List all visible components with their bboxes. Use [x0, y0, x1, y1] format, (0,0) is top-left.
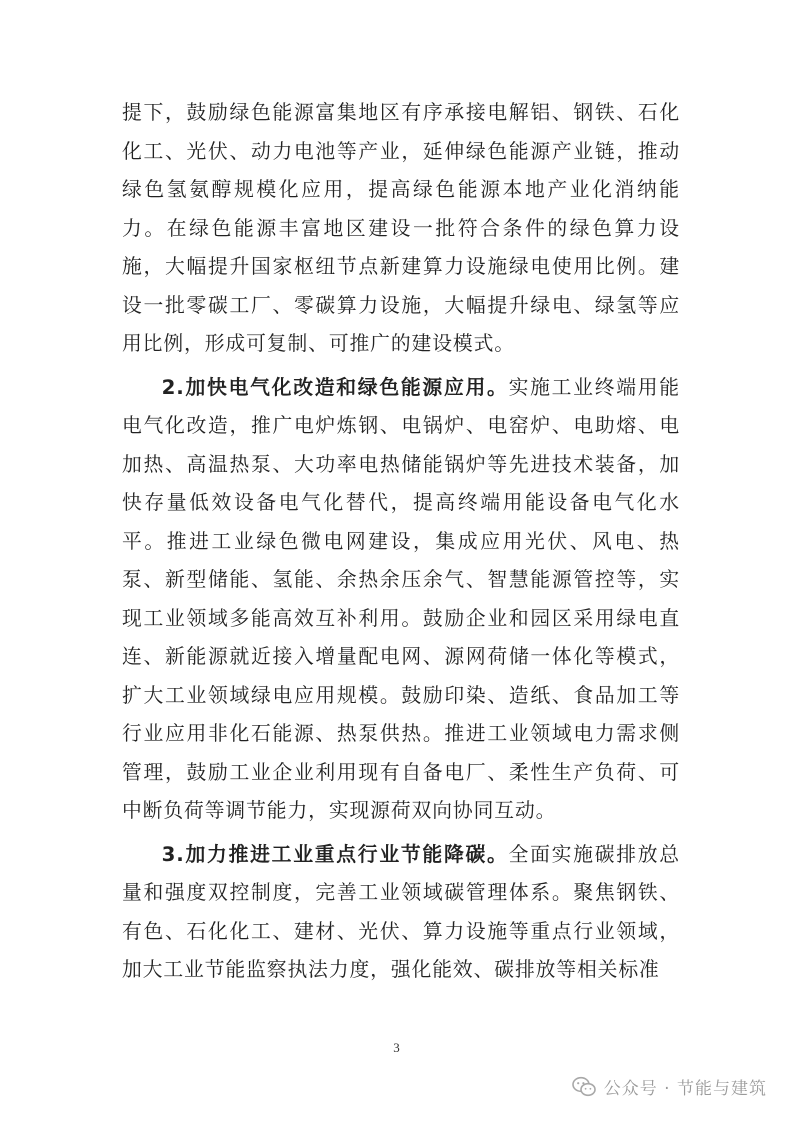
paragraph-3-heading: 3.加力推进工业重点行业节能降碳。 [161, 842, 509, 866]
document-body [122, 94, 680, 990]
paragraph-3 [122, 836, 680, 990]
paragraph-3-text: 全面实施碳排放总量和强度双控制度，完善工业领域碳管理体系。聚焦钢铁、有色、石化化工、建材、光伏、算力设施等重点行业领域，加大工业节能监察执法力度，强化能效、碳排放等相关标准 [122, 842, 680, 981]
watermark-text: 公众号 · 节能与建筑 [603, 1079, 767, 1099]
paragraph-2-text: 实施工业终端用能电气化改造，推广电炉炼钢、电锅炉、电窑炉、电助熔、电加热、高温热泵、大功率电热储能锅炉等先进技术装备，加快存量低效设备电气化替代，提高终端用能设备电气化水平。推进工业绿色微电网建设，集成应用光伏、风电、热泵、新型储能、氢能、余热余压余气、智慧能源管控等，实现工业领域多能高效互补利用。鼓励企业和园区采用绿电直连、新能源就近接入增量配电网、源网荷储一体化等模式，扩大工业领域绿电应用规模。鼓励印染、造纸、食品加工等行业应用非化石能源、热泵供热。推进工业领域电力需求侧管理，鼓励工业企业利用现有自备电厂、柔性生产负荷、可中断负荷等调节能力，实现源荷双向协同互动。 [122, 375, 680, 822]
wechat-icon [572, 1076, 596, 1098]
paragraph-2 [122, 369, 680, 831]
page-number: 3 [393, 1040, 400, 1055]
paragraph-1 [122, 94, 680, 364]
paragraph-2-heading: 2.加快电气化改造和绿色能源应用。 [161, 375, 509, 399]
watermark [572, 1074, 767, 1099]
paragraph-1-text: 提下，鼓励绿色能源富集地区有序承接电解铝、钢铁、石化化工、光伏、动力电池等产业，延伸绿色能源产业链，推动绿色氢氨醇规模化应用，提高绿色能源本地产业化消纳能力。在绿色能源丰富地区建设一批符合条件的绿色算力设施，大幅提升国家枢纽节点新建算力设施绿电使用比例。建设一批零碳工厂、零碳算力设施，大幅提升绿电、绿氢等应用比例，形成可复制、可推广的建设模式。 [122, 101, 680, 355]
